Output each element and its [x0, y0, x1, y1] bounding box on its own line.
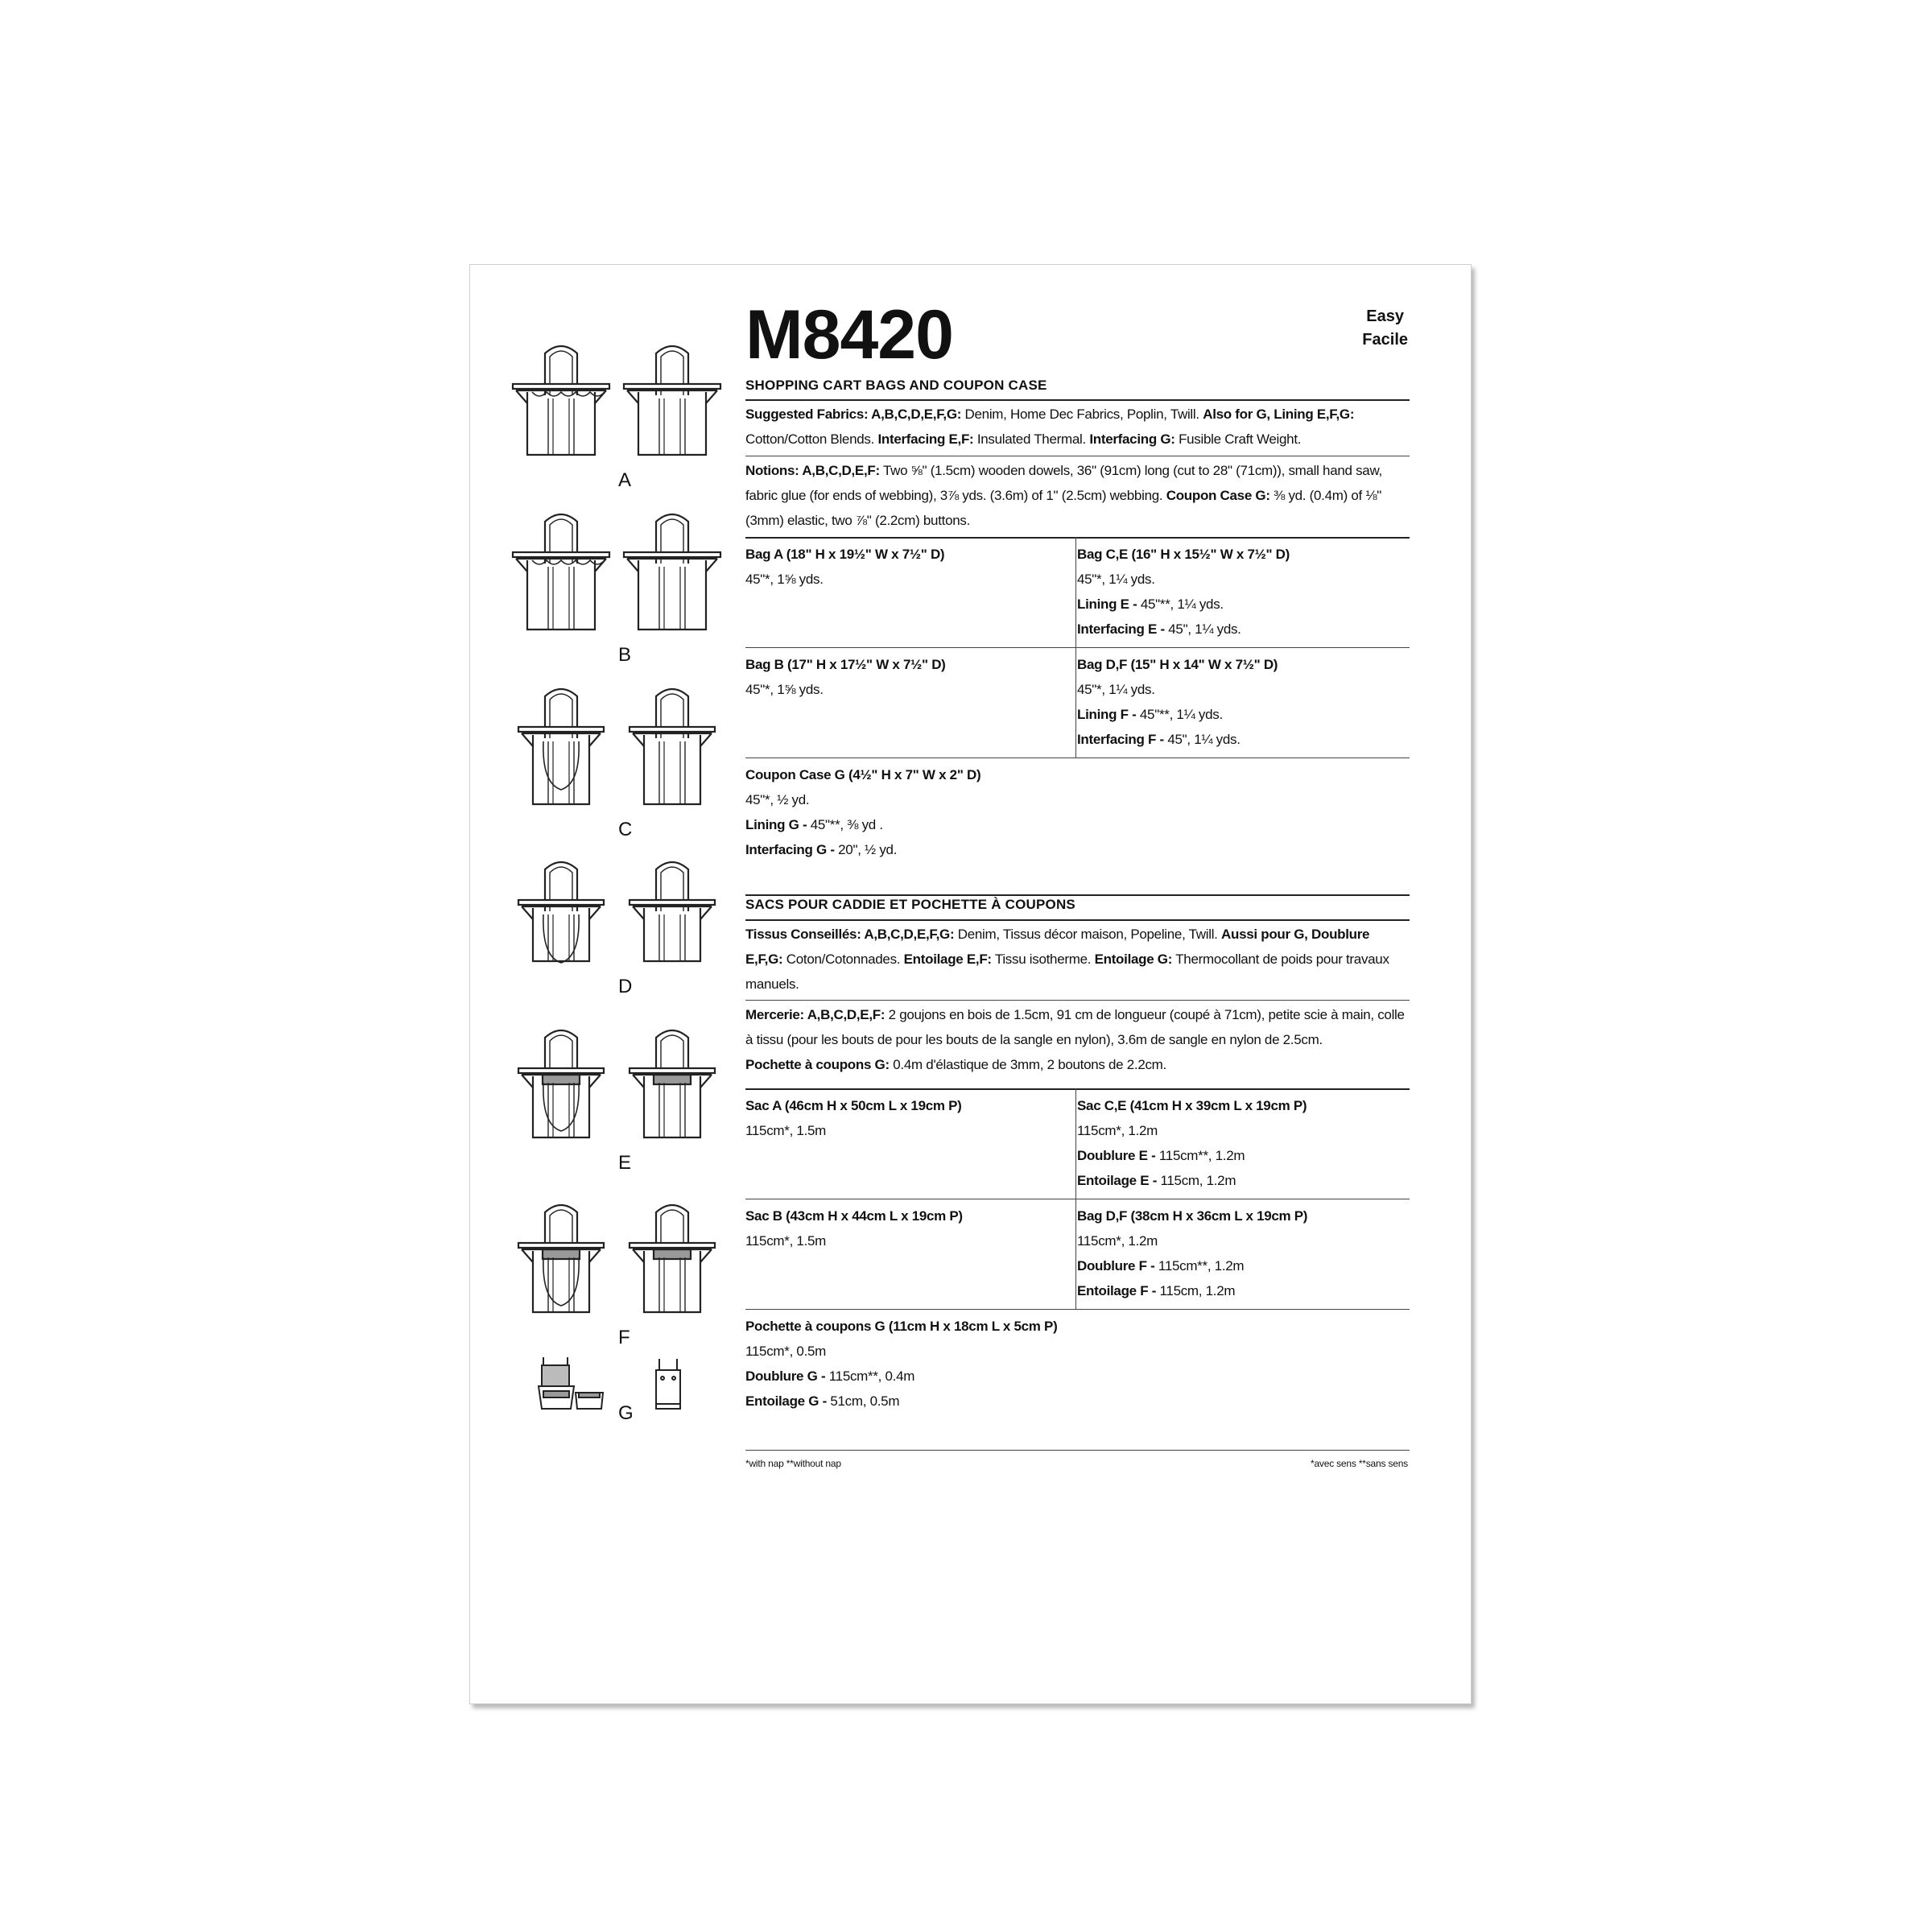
yardage-cell	[745, 1093, 962, 1143]
yardage-line: 45"*, ½ yd.	[745, 792, 810, 807]
pattern-number: M8420	[745, 296, 953, 374]
skill-level-en: Easy	[1366, 308, 1404, 325]
divider	[745, 1309, 1410, 1310]
yardage-line: 115cm*, 0.5m	[745, 1344, 827, 1359]
yardage-line: 45"*, 1¼ yds.	[1077, 682, 1155, 697]
divider	[745, 537, 1410, 539]
yardage-line: Lining G - 45"**, ⅜ yd .	[745, 817, 883, 832]
title-en: SHOPPING CART BAGS AND COUPON CASE	[745, 378, 1047, 393]
yardage-cell	[745, 1203, 963, 1253]
yardage-heading: Bag C,E (16" H x 15½" W x 7½" D)	[1077, 547, 1290, 562]
view-b-drawing	[514, 510, 724, 663]
yardage-line: 115cm*, 1.2m	[1077, 1123, 1158, 1138]
yardage-line: Interfacing F - 45", 1¼ yds.	[1077, 732, 1241, 747]
view-label: E	[618, 1152, 632, 1174]
yardage-line: Interfacing E - 45", 1¼ yds.	[1077, 621, 1241, 637]
fabrics-fr: Tissus Conseillés: A,B,C,D,E,F,G: Denim, Tissus décor maison, Popeline, Twill. Aussi pour G, Doublure E,F,G: Coton/Cotonnades. Entoilage E,F: Tissu isotherme. Entoilage G: Thermocollant de poids pour travaux manuels.	[745, 927, 1389, 992]
view-label: B	[618, 644, 632, 666]
yardage-heading: Bag B (17" H x 17½" W x 7½" D)	[745, 657, 946, 672]
view-label: F	[618, 1327, 630, 1348]
yardage-cell	[1077, 1203, 1307, 1303]
yardage-cell	[745, 652, 946, 702]
yardage-line: Doublure F - 115cm**, 1.2m	[1077, 1258, 1245, 1274]
fabrics-en: Suggested Fabrics: A,B,C,D,E,F,G: Denim, Home Dec Fabrics, Poplin, Twill. Also for G, Lining E,F,G: Cotton/Cotton Blends. Interfacing E,F: Insulated Thermal. Interfacing G: Fusible Craft Weight.	[745, 407, 1355, 447]
yardage-cell	[1077, 1093, 1307, 1193]
divider	[745, 894, 1410, 896]
view-label: A	[618, 469, 632, 491]
divider	[745, 1088, 1410, 1090]
yardage-heading: Bag D,F (15" H x 14" W x 7½" D)	[1077, 657, 1278, 672]
view-label: D	[618, 976, 633, 997]
yardage-line: Entoilage F - 115cm, 1.2m	[1077, 1283, 1236, 1298]
divider	[745, 1450, 1410, 1451]
skill-level-fr: Facile	[1362, 331, 1408, 349]
yardage-cell	[1077, 652, 1278, 752]
divider	[745, 647, 1410, 648]
notions-fr: Mercerie: A,B,C,D,E,F: 2 goujons en bois de 1.5cm, 91 cm de longueur (coupé à 71cm), petite scie à main, colle à tissu (pour les bouts de pour les bouts de la sangle en nylon), 3.6m de sangle en nylon de 2.5cm. Pochette à coupons G: 0.4m d'élastique de 3mm, 2 boutons de 2.2cm.	[745, 1007, 1405, 1072]
yardage-line: 115cm*, 1.5m	[745, 1233, 827, 1249]
yardage-cell	[745, 1314, 1057, 1414]
yardage-heading: Sac B (43cm H x 44cm L x 19cm P)	[745, 1208, 963, 1224]
footnote-fr: *avec sens **sans sens	[1310, 1458, 1408, 1469]
view-c-drawing	[514, 685, 724, 838]
yardage-line: Doublure E - 115cm**, 1.2m	[1077, 1148, 1245, 1163]
yardage-line: 45"*, 1⅝ yds.	[745, 682, 824, 697]
yardage-line: Entoilage G - 51cm, 0.5m	[745, 1393, 900, 1409]
divider	[745, 919, 1410, 921]
yardage-cell	[1077, 542, 1290, 642]
yardage-line: Interfacing G - 20", ½ yd.	[745, 842, 898, 857]
yardage-line: 115cm*, 1.5m	[745, 1123, 827, 1138]
skill-level	[1362, 305, 1408, 352]
yardage-heading: Coupon Case G (4½" H x 7" W x 2" D)	[745, 767, 981, 782]
divider	[745, 1000, 1410, 1001]
pattern-envelope-back	[469, 264, 1472, 1704]
yardage-line: 45"*, 1⅝ yds.	[745, 572, 824, 587]
yardage-line: Lining E - 45"**, 1¼ yds.	[1077, 597, 1224, 612]
yardage-cell	[745, 762, 980, 862]
view-label: C	[618, 819, 633, 840]
yardage-heading: Sac C,E (41cm H x 39cm L x 19cm P)	[1077, 1098, 1307, 1113]
yardage-heading: Bag A (18" H x 19½" W x 7½" D)	[745, 547, 945, 562]
yardage-heading: Pochette à coupons G (11cm H x 18cm L x 5cm P)	[745, 1319, 1058, 1334]
view-label: G	[618, 1402, 634, 1424]
divider	[1075, 1088, 1076, 1309]
yardage-heading: Bag D,F (38cm H x 36cm L x 19cm P)	[1077, 1208, 1308, 1224]
yardage-heading: Sac A (46cm H x 50cm L x 19cm P)	[745, 1098, 962, 1113]
yardage-line: Entoilage E - 115cm, 1.2m	[1077, 1173, 1236, 1188]
yardage-line: Doublure G - 115cm**, 0.4m	[745, 1368, 915, 1384]
yardage-cell	[745, 542, 944, 592]
notions-en: Notions: A,B,C,D,E,F: Two ⅝" (1.5cm) wooden dowels, 36" (91cm) long (cut to 28" (71cm)), small hand saw, fabric glue (for ends of webbing), 3⅞ yds. (3.6m) of 1" (2.5cm) webbing. Coupon Case G: ⅜ yd. (0.4m) of ⅛" (3mm) elastic, two ⅞" (2.2cm) buttons.	[745, 463, 1382, 528]
footnote-en: *with nap **without nap	[745, 1458, 841, 1469]
title-fr: SACS POUR CADDIE ET POCHETTE À COUPONS	[745, 897, 1075, 912]
yardage-line: 45"*, 1¼ yds.	[1077, 572, 1155, 587]
divider	[1075, 537, 1076, 758]
yardage-line: 115cm*, 1.2m	[1077, 1233, 1158, 1249]
divider	[745, 399, 1410, 401]
yardage-line: Lining F - 45"**, 1¼ yds.	[1077, 707, 1223, 722]
